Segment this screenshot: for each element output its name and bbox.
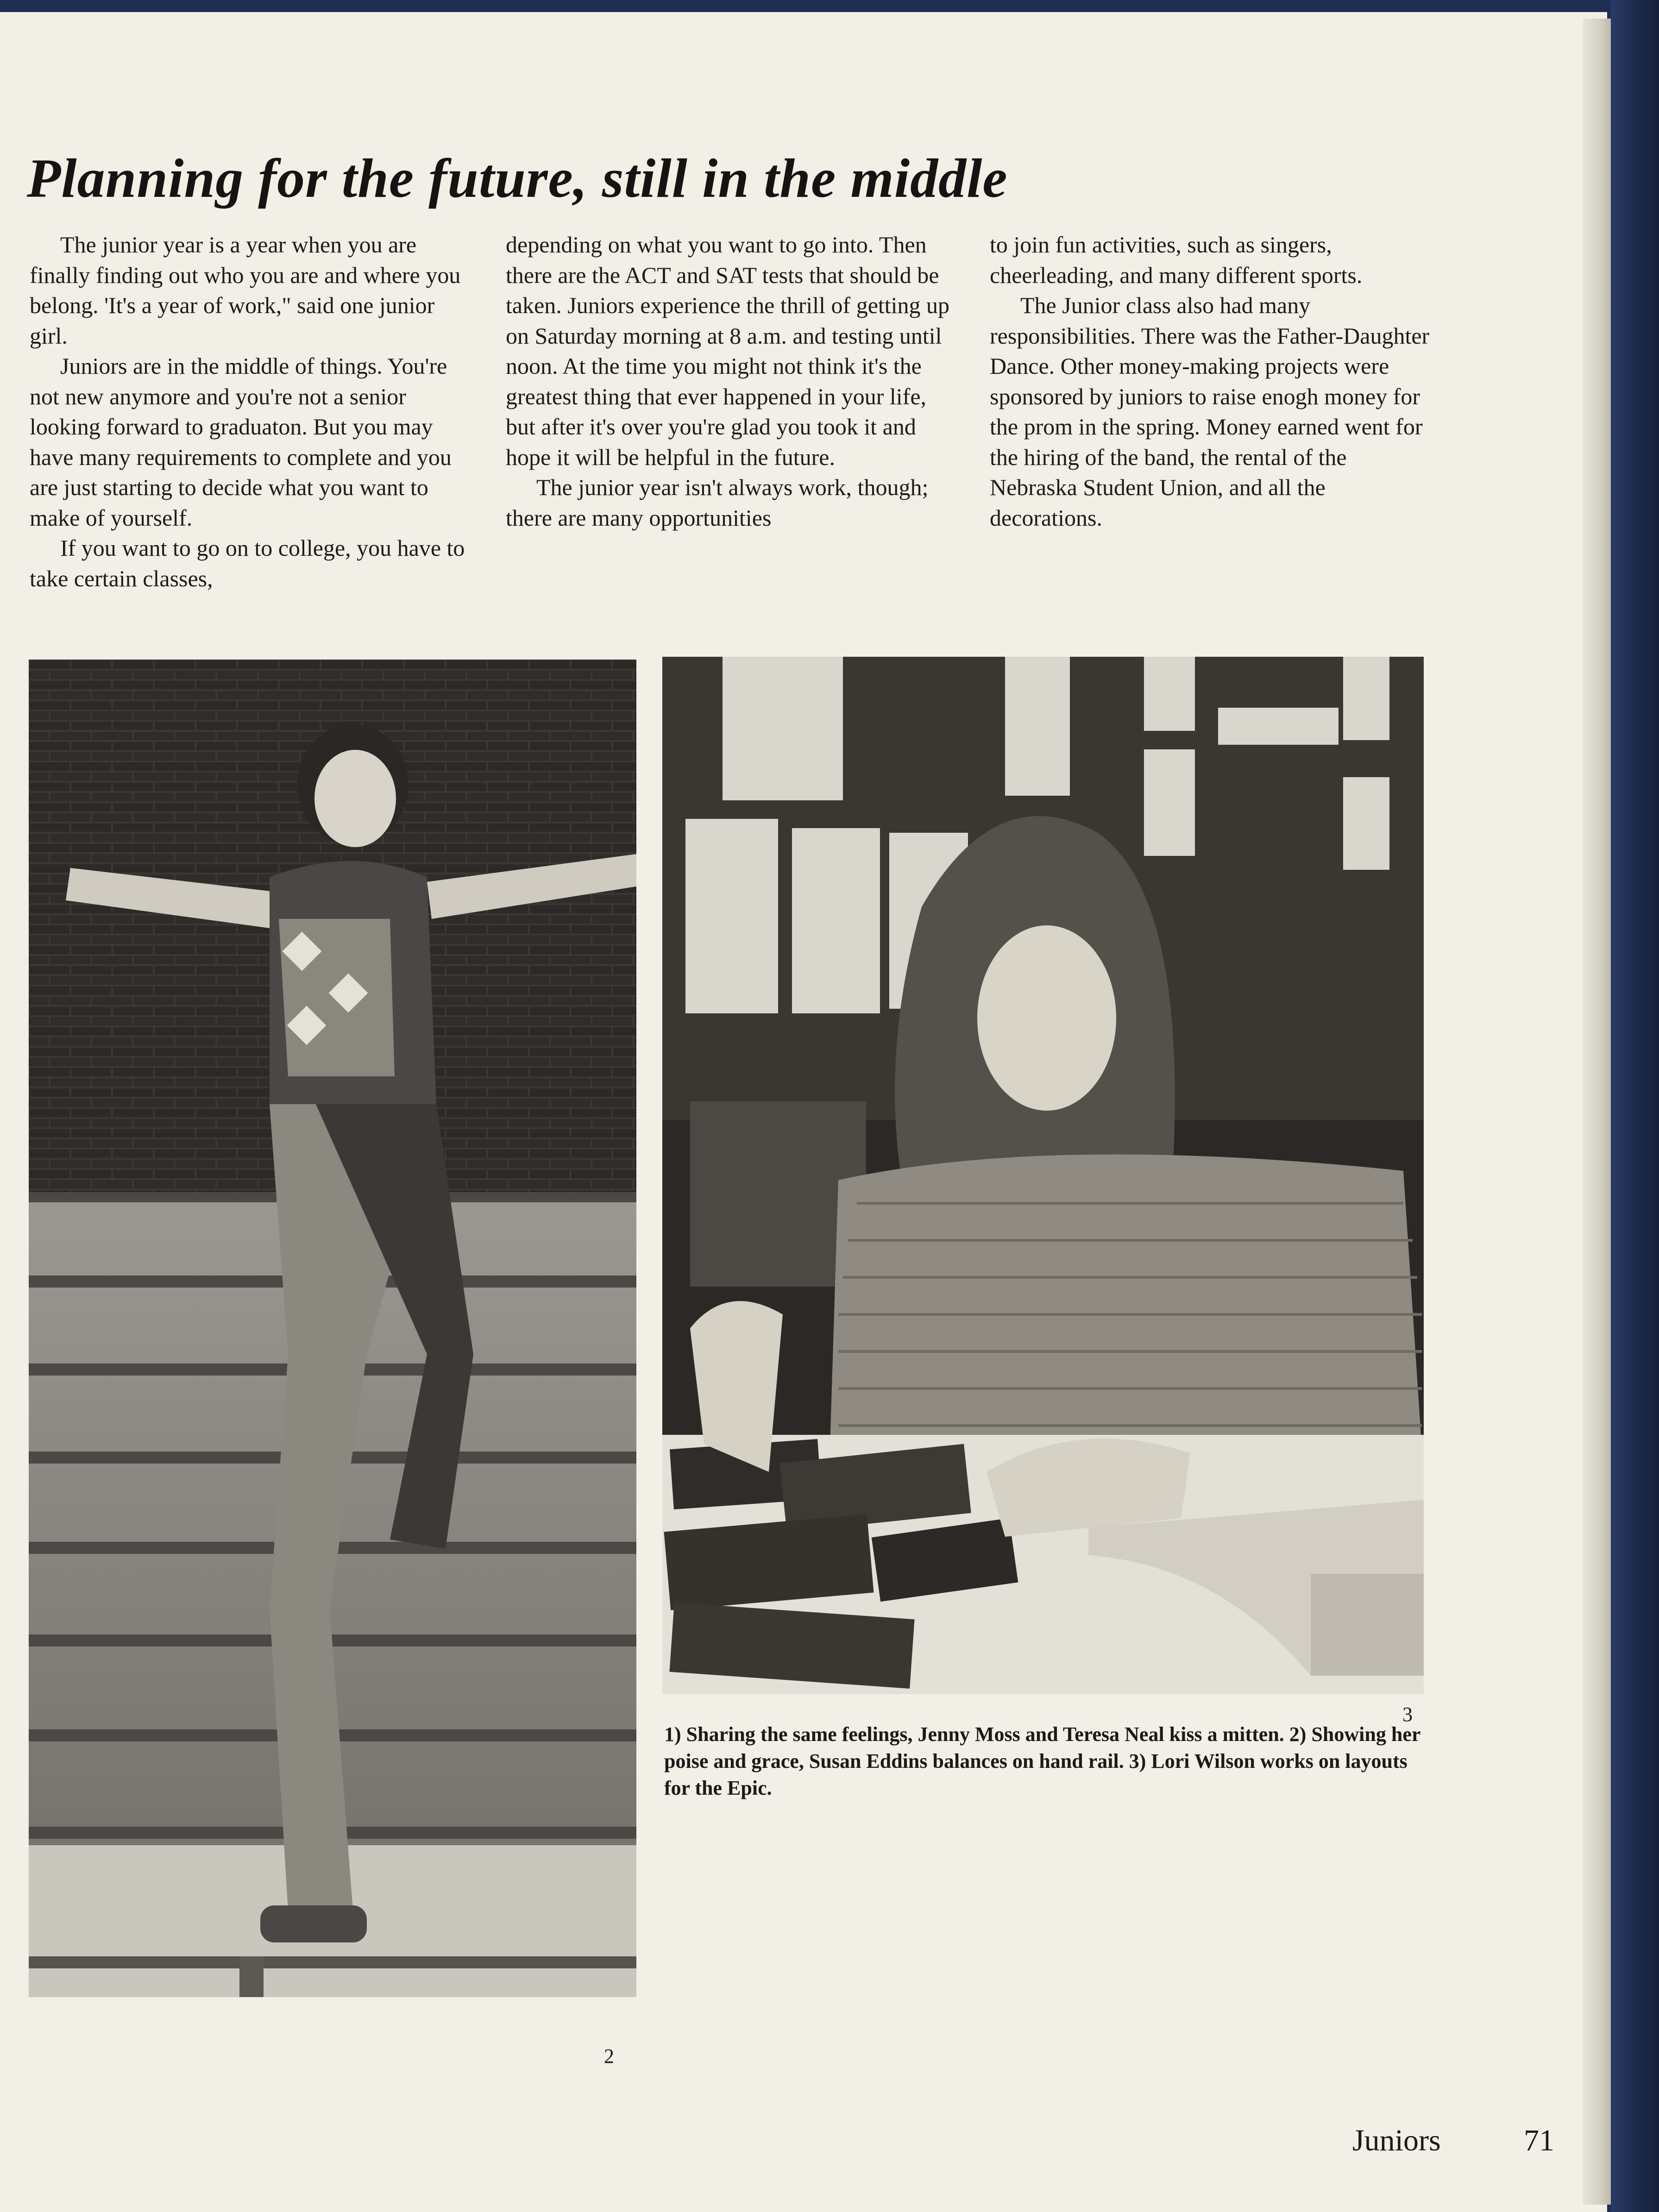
- photo-number-3: 3: [1402, 1703, 1413, 1726]
- article-paragraph: If you want to go on to college, you have to take certain classes,: [30, 535, 465, 591]
- photo-layouts-image: [662, 657, 1424, 1694]
- photo-number-2: 2: [604, 2045, 614, 2067]
- article-paragraph: The junior year isn't always work, though; there are many opportunities: [506, 474, 929, 531]
- page-edge: [1583, 19, 1611, 2205]
- page-number: 71: [1524, 2124, 1554, 2157]
- article-column-3: [990, 230, 1434, 533]
- article-paragraph: Juniors are in the middle of things. You're not new anymore and you're not a senior looking forward to graduaton. But you may have many requirements to complete and you are just starting to decide what you want to make of yourself.: [30, 353, 452, 531]
- section-name: Juniors: [1352, 2124, 1441, 2157]
- yearbook-page: [0, 12, 1607, 2212]
- article-paragraph: The junior year is a year when you are finally finding out who you are and where you belong. 'It's a year of work," said one junior girl.: [30, 232, 461, 349]
- photo-working-on-layouts: [662, 657, 1424, 1694]
- article-paragraph: depending on what you want to go into. Then there are the ACT and SAT tests that should be taken. Juniors experience the thrill of getting up on Saturday morning at 8 a.m. and testing until noon. At the time you might not think it's the greatest thing that ever happened in your life, but after it's over you're glad you took it and hope it will be helpful in the future.: [506, 232, 950, 470]
- headline: Planning for the future, still in the middle: [27, 147, 1008, 209]
- book-binding: [1611, 0, 1659, 2212]
- article-paragraph: The Junior class also had many responsibilities. There was the Father-Daughter Dance. Other money-making projects were sponsored by juniors to raise enogh money for the prom in the spring. Money earned went for the hiring of the band, the rental of the Nebraska Student Union, and all the decorations.: [990, 292, 1430, 531]
- photo-balancing-image: [29, 660, 636, 1997]
- article-column-2: [506, 230, 950, 533]
- article-paragraph: to join fun activities, such as singers, cheerleading, and many different sports.: [990, 232, 1363, 288]
- photo-balancing-on-rail: [29, 660, 636, 1997]
- article-column-1: [30, 230, 474, 594]
- photo-caption: 1) Sharing the same feelings, Jenny Moss and Teresa Neal kiss a mitten. 2) Showing her poise and grace, Susan Eddins balances on hand rail. 3) Lori Wilson works on layouts for the Epic.: [664, 1723, 1420, 1799]
